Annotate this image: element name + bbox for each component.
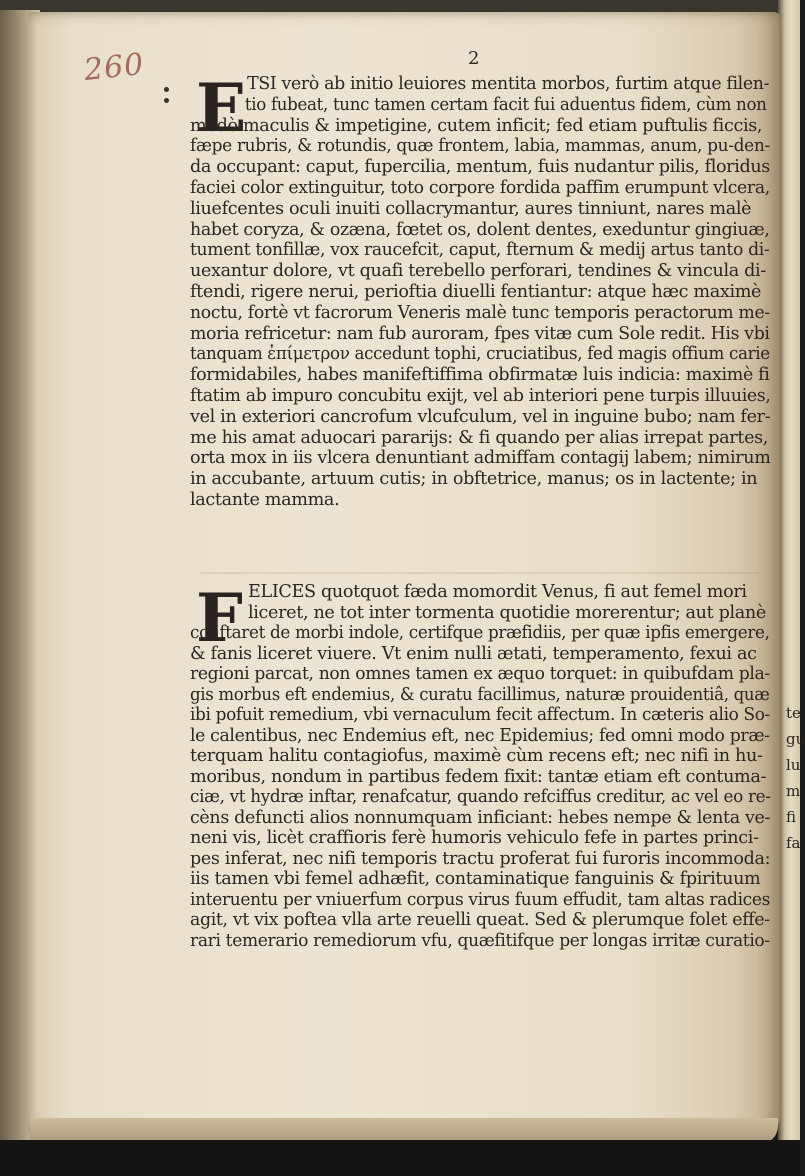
text-line: tument tonfillæ, vox raucefcit, caput, fternum & medij artus tanto di- — [190, 240, 770, 261]
text-line: iis tamen vbi femel adhæfit, contaminatique fanguinis & fpirituum — [190, 869, 761, 889]
facing-page-fragment: fa — [786, 834, 801, 852]
text-line: lactante mamma. — [190, 489, 340, 510]
show-through-line — [200, 572, 760, 574]
text-line: noctu, fortè vt facrorum Veneris malè tunc temporis peractorum me- — [190, 302, 770, 323]
text-line: TSI verò ab initio leuiores mentita morbos, furtim atque filen- — [247, 74, 770, 94]
text-line: uexantur dolore, vt quafi terebello perforari, tendines & vincula di- — [190, 261, 766, 282]
drop-cap-f: F — [196, 579, 243, 657]
facing-page-fragment: te — [786, 704, 801, 722]
text-line: agit, vt vix poftea vlla arte reuelli queat. Sed & plerumque folet effe- — [190, 910, 770, 930]
text-line: liceret, ne tot inter tormenta quotidie morerentur; aut planè — [248, 602, 766, 623]
text-line: habet coryza, & ozæna, fœtet os, dolent dentes, exeduntur gingiuæ, — [190, 219, 770, 240]
signature-mark: 2 — [468, 48, 480, 69]
text-line: faciei color extinguitur, toto corpore fordida paffim erumpunt vlcera, — [190, 177, 770, 198]
text-line: moria refricetur: nam fub auroram, fpes vitæ cum Sole redit. His vbi — [190, 323, 770, 344]
facing-page-fragment: fi — [786, 808, 797, 826]
text-line: me his amat aduocari pararijs: & fi quando per alias irrepat partes, — [190, 427, 769, 448]
text-line: da occupant: caput, fupercilia, mentum, fuis nudantur pilis, floridus — [190, 157, 770, 178]
text-line: liuefcentes oculi inuiti collacrymantur, aures tinniunt, nares malè — [190, 198, 752, 219]
text-line: cèns defuncti alios nonnumquam inficiant: hebes nempe & lenta ve- — [190, 807, 771, 828]
text-line: regioni parcat, non omnes tamen ex æquo torquet: in quibufdam pla- — [190, 664, 770, 684]
text-line: ciæ, vt hydræ inftar, renafcatur, quando refciffus creditur, ac vel eo re- — [190, 787, 771, 807]
text-line: fæpe rubris, & rotundis, quæ frontem, labia, mammas, anum, pu-den- — [190, 136, 770, 157]
facing-page-fragment: m — [786, 782, 801, 800]
text-line: gis morbus eft endemius, & curatu facillimus, naturæ prouidentiâ, quæ — [190, 684, 770, 705]
paragraph-1 — [190, 69, 771, 511]
text-line: orta mox in iis vlcera denuntiant admiffam contagij labem; nimirum — [190, 448, 771, 469]
paragraph-2 — [190, 579, 771, 951]
handwritten-folio-number: 260 — [82, 46, 146, 89]
paragraph-marker — [160, 84, 176, 114]
text-line: pes inferat, nec nifi temporis tractu proferat fui furoris incommoda: — [190, 848, 771, 869]
facing-page-fragment: gu — [786, 730, 805, 748]
text-line: modò maculis & impetigine, cutem inficit; fed etiam puftulis ficcis, — [190, 115, 763, 136]
text-line: terquam halitu contagiofus, maximè cùm recens eft; nec nifi in hu- — [190, 746, 763, 766]
text-line: formidabiles, habes manifeftiffima obfirmatæ luis indicia: maximè fi — [190, 365, 770, 386]
text-line: tanquam ἐπίμετρον accedunt tophi, cruciatibus, fed magis offium carie — [190, 344, 770, 365]
text-line: rari temerario remediorum vfu, quæfitifque per longas irritæ curatio- — [190, 930, 770, 951]
drop-cap-e: E — [196, 69, 247, 147]
facing-page-fragment: lu — [786, 756, 801, 774]
text-line: vel in exteriori cancrofum vlcufculum, vel in inguine bubo; nam fer- — [190, 406, 771, 427]
text-line: & fanis liceret viuere. Vt enim nulli ætati, temperamento, fexui ac — [190, 643, 757, 664]
text-line: ELICES quotquot fæda momordit Venus, fi aut femel mori — [248, 582, 747, 602]
text-line: tio fubeat, tunc tamen certam facit fui aduentus fidem, cùm non — [244, 94, 767, 115]
text-line: in accubante, artuum cutis; in obftetrice, manus; os in lactente; in — [190, 469, 758, 490]
text-line: moribus, nondum in partibus fedem fixit: tantæ etiam eft contuma- — [190, 766, 767, 787]
text-line: interuentu per vniuerfum corpus virus fuum effudit, tam altas radices — [190, 889, 771, 910]
text-line: ftendi, rigere nerui, perioftia diuelli fentiantur: atque hæc maximè — [190, 281, 762, 302]
facing-page-text — [786, 700, 805, 1060]
text-line: neni vis, licèt craffioris ferè humoris vehiculo fefe in partes princi- — [190, 828, 759, 848]
text-line: le calentibus, nec Endemius eft, nec Epidemius; fed omni modo præ- — [190, 725, 770, 746]
text-line: conftaret de morbi indole, certifque præfidiis, per quæ ipfis emergere, — [190, 623, 770, 643]
text-line: ibi pofuit remedium, vbi vernaculum fecit affectum. In cæteris alio So- — [190, 705, 770, 725]
background-bottom — [0, 1140, 800, 1176]
text-line: ftatim ab impuro concubitu exijt, vel ab interiori pene turpis illuuies, — [190, 385, 771, 406]
